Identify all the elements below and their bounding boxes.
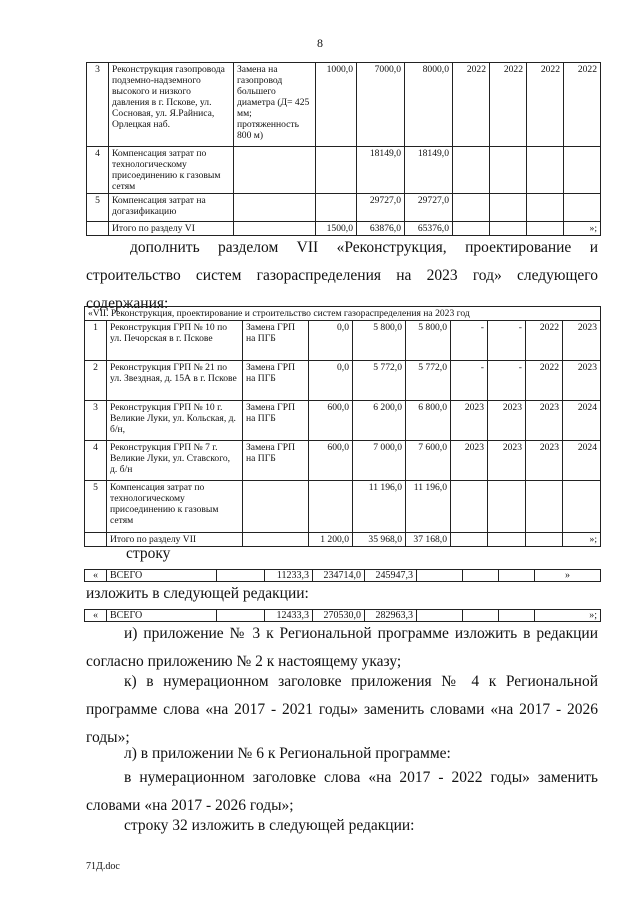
para-item-l-1: в нумерационном заголовке слова «на 2017 - 2022 годы» заменить словами «на 2017 - 2026 годы»; bbox=[86, 769, 598, 814]
row-amount-total: 18149,0 bbox=[405, 147, 453, 194]
table-row bbox=[85, 441, 601, 481]
row-description: Замена ГРП на ПГБ bbox=[243, 441, 309, 481]
row-year-4 bbox=[564, 194, 601, 222]
section-seven-table bbox=[84, 306, 601, 547]
row-year-1: - bbox=[451, 321, 488, 361]
table-row bbox=[85, 361, 601, 401]
row-name: Реконструкция ГРП № 10 г. Великие Луки, ул. Кольская, д. б/н, bbox=[107, 401, 243, 441]
row-amount-a: 600,0 bbox=[309, 441, 353, 481]
row-name: Компенсация затрат по технологическому присоединению к газовым сетям bbox=[109, 147, 234, 194]
row-year-3: 2023 bbox=[526, 441, 563, 481]
table-row bbox=[87, 63, 601, 147]
row-amount-b: 11 196,0 bbox=[353, 481, 406, 533]
close-quote: »; bbox=[535, 610, 601, 622]
row-amount-a: 0,0 bbox=[309, 361, 353, 401]
row-amount-a: 0,0 bbox=[309, 321, 353, 361]
section-six-table bbox=[86, 62, 601, 236]
row-year-1: - bbox=[451, 361, 488, 401]
row-amount-total: 6 800,0 bbox=[406, 401, 451, 441]
row-amount-b: 7 000,0 bbox=[353, 441, 406, 481]
row-year-4: 2023 bbox=[563, 361, 601, 401]
grand-total-amount-a: 11233,3 bbox=[265, 570, 313, 582]
grand-total-amount-total: 245947,3 bbox=[365, 570, 417, 582]
row-number: 1 bbox=[85, 321, 107, 361]
grand-total-amount-b: 270530,0 bbox=[313, 610, 365, 622]
total-amount-a: 1500,0 bbox=[316, 222, 357, 236]
row-year-3 bbox=[527, 147, 564, 194]
page-number: 8 bbox=[317, 36, 323, 50]
row-amount-b: 18149,0 bbox=[357, 147, 405, 194]
row-name: Реконструкция ГРП № 10 по ул. Печорская в г. Пскове bbox=[107, 321, 243, 361]
row-description: Замена на газопровод большего диаметра (Д= 425 мм; протяженность 800 м) bbox=[234, 63, 316, 147]
table-row bbox=[87, 194, 601, 222]
total-amount-b: 35 968,0 bbox=[353, 533, 406, 547]
row-amount-a bbox=[316, 147, 357, 194]
row-year-2: 2023 bbox=[488, 401, 526, 441]
row-year-2: - bbox=[488, 321, 526, 361]
grand-total-label: ВСЕГО bbox=[107, 570, 217, 582]
section-header: «VII. Реконструкция, проектирование и строительство систем газораспределения на 2023 год bbox=[85, 307, 601, 321]
para-replace: изложить в следующей редакции: bbox=[86, 585, 309, 602]
row-year-4 bbox=[564, 147, 601, 194]
row-name: Реконструкция ГРП № 21 по ул. Звездная, д. 15А в г. Пскове bbox=[107, 361, 243, 401]
total-amount-total: 65376,0 bbox=[405, 222, 453, 236]
row-name: Компенсация затрат на догазификацию bbox=[109, 194, 234, 222]
total-amount-a: 1 200,0 bbox=[309, 533, 353, 547]
open-quote: « bbox=[85, 610, 107, 622]
para-item-l: л) в приложении № 6 к Региональной программе: bbox=[124, 745, 451, 762]
total-end-quote: »; bbox=[564, 222, 601, 236]
footer-filename: 71Д.doc bbox=[86, 861, 120, 872]
row-year-4: 2023 bbox=[563, 321, 601, 361]
row-number: 2 bbox=[85, 361, 107, 401]
open-quote: « bbox=[85, 570, 107, 582]
grand-total-amount-total: 282963,3 bbox=[365, 610, 417, 622]
total-end-quote: »; bbox=[563, 533, 601, 547]
row-amount-b: 7000,0 bbox=[357, 63, 405, 147]
row-year-3: 2022 bbox=[526, 361, 563, 401]
total-label: Итого по разделу VI bbox=[109, 222, 234, 236]
row-description: Замена ГРП на ПГБ bbox=[243, 401, 309, 441]
row-year-3: 2022 bbox=[526, 321, 563, 361]
row-name: Реконструкция ГРП № 7 г. Великие Луки, ул. Ставского, д. б/н bbox=[107, 441, 243, 481]
row-year-2: 2022 bbox=[490, 63, 527, 147]
grand-total-amount-b: 234714,0 bbox=[313, 570, 365, 582]
row-amount-b: 5 800,0 bbox=[353, 321, 406, 361]
row-year-4 bbox=[563, 481, 601, 533]
row-year-2: 2023 bbox=[488, 441, 526, 481]
row-description bbox=[243, 481, 309, 533]
row-year-1 bbox=[453, 147, 490, 194]
row-year-2 bbox=[490, 194, 527, 222]
row-number: 4 bbox=[85, 441, 107, 481]
row-amount-total: 5 800,0 bbox=[406, 321, 451, 361]
para-item-l-2: строку 32 изложить в следующей редакции: bbox=[124, 817, 415, 834]
row-number: 3 bbox=[87, 63, 109, 147]
row-description bbox=[234, 194, 316, 222]
para-row: строку bbox=[126, 545, 171, 562]
row-description: Замена ГРП на ПГБ bbox=[243, 361, 309, 401]
row-description: Замена ГРП на ПГБ bbox=[243, 321, 309, 361]
row-amount-b: 5 772,0 bbox=[353, 361, 406, 401]
row-amount-a: 600,0 bbox=[309, 401, 353, 441]
row-year-2 bbox=[490, 147, 527, 194]
table-row bbox=[85, 321, 601, 361]
row-year-3: 2022 bbox=[527, 63, 564, 147]
row-amount-a bbox=[309, 481, 353, 533]
row-year-4: 2024 bbox=[563, 441, 601, 481]
close-quote: » bbox=[535, 570, 601, 582]
row-amount-total: 8000,0 bbox=[405, 63, 453, 147]
table-row bbox=[85, 401, 601, 441]
total-amount-b: 63876,0 bbox=[357, 222, 405, 236]
row-amount-total: 5 772,0 bbox=[406, 361, 451, 401]
row-number: 3 bbox=[85, 401, 107, 441]
row-year-4: 2024 bbox=[563, 401, 601, 441]
table-row bbox=[85, 481, 601, 533]
row-year-3 bbox=[527, 194, 564, 222]
row-year-1 bbox=[451, 481, 488, 533]
para-item-k: к) в нумерационном заголовке приложения № 4 к Региональной программе слова «на 2017 - 2021 годы» заменить словами «на 2017 - 2026 годы»; bbox=[86, 673, 598, 746]
row-year-2: - bbox=[488, 361, 526, 401]
section-header-row bbox=[85, 307, 601, 321]
row-amount-a: 1000,0 bbox=[316, 63, 357, 147]
row-year-3: 2023 bbox=[526, 401, 563, 441]
row-number: 5 bbox=[87, 194, 109, 222]
para-add-section: дополнить разделом VII «Реконструкция, проектирование и строительство систем газораспределения на 2023 год» следующего содержания: bbox=[86, 239, 598, 312]
row-amount-a bbox=[316, 194, 357, 222]
total-amount-total: 37 168,0 bbox=[406, 533, 451, 547]
row-year-1 bbox=[453, 194, 490, 222]
para-item-i: и) приложение № 3 к Региональной программе изложить в редакции согласно приложению № 2 к настоящему указу; bbox=[86, 625, 598, 670]
grand-total-label: ВСЕГО bbox=[107, 610, 217, 622]
row-year-1: 2023 bbox=[451, 401, 488, 441]
row-amount-total: 11 196,0 bbox=[406, 481, 451, 533]
row-name: Компенсация затрат по технологическому присоединению к газовым сетям bbox=[107, 481, 243, 533]
row-amount-b: 29727,0 bbox=[357, 194, 405, 222]
row-year-2 bbox=[488, 481, 526, 533]
row-amount-total: 29727,0 bbox=[405, 194, 453, 222]
row-amount-total: 7 600,0 bbox=[406, 441, 451, 481]
row-year-1: 2022 bbox=[453, 63, 490, 147]
table-row bbox=[87, 147, 601, 194]
row-amount-b: 6 200,0 bbox=[353, 401, 406, 441]
row-number: 5 bbox=[85, 481, 107, 533]
row-description bbox=[234, 147, 316, 194]
row-year-4: 2022 bbox=[564, 63, 601, 147]
grand-total-amount-a: 12433,3 bbox=[265, 610, 313, 622]
total-label: Итого по разделу VII bbox=[107, 533, 243, 547]
row-year-1: 2023 bbox=[451, 441, 488, 481]
row-name: Реконструкция газопровода подземно-надземного высокого и низкого давления в г. Пскове, ул. Сосновая, ул. Я.Райниса, Орлецкая наб. bbox=[109, 63, 234, 147]
row-number: 4 bbox=[87, 147, 109, 194]
row-year-3 bbox=[526, 481, 563, 533]
